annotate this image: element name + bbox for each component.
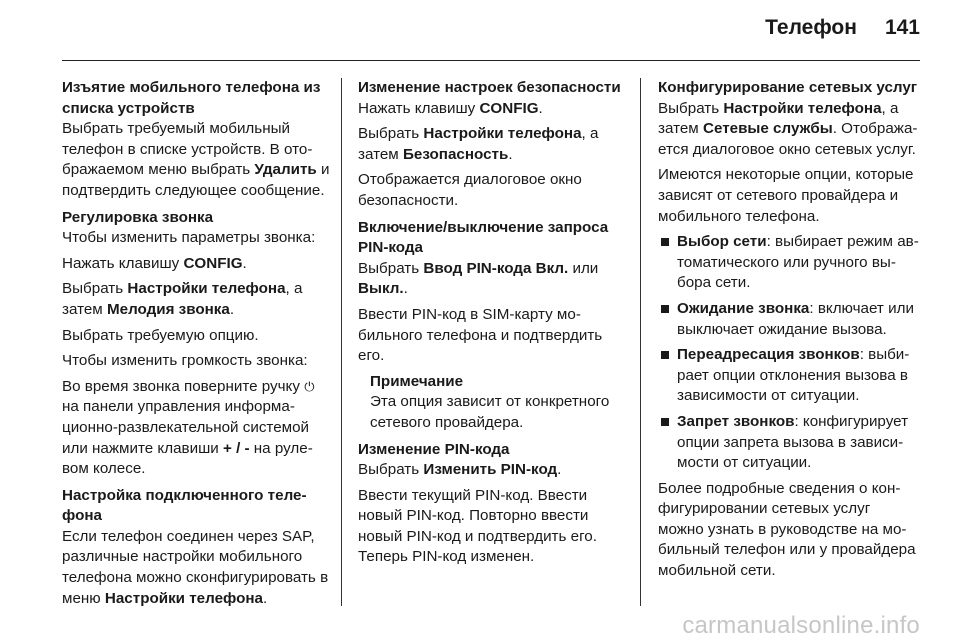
- text: .: [263, 589, 268, 607]
- page-header: [62, 16, 920, 46]
- menu-term: Настройки телефона: [104, 589, 264, 607]
- text: , а затем: [358, 125, 599, 163]
- text: Выбрать требуемый мобильный телефон в списке устройств. В отображаемом меню выбрать: [62, 120, 313, 179]
- text: Выбрать: [358, 461, 424, 479]
- option-term: Переадресация звонков: [677, 346, 860, 364]
- option-text: : выбирает режим автоматического или ручного выбора сети.: [677, 233, 919, 292]
- text: , а затем: [62, 280, 303, 318]
- text: Выбрать: [658, 99, 724, 117]
- paragraph: [62, 119, 330, 201]
- paragraph: Отображается диалоговое окно безопасности.: [358, 171, 582, 209]
- text: , а затем: [658, 99, 899, 138]
- text: .: [538, 99, 543, 117]
- paragraph: [358, 460, 632, 481]
- text: .: [403, 280, 408, 298]
- section-connected-phone: [62, 486, 330, 610]
- paragraph: [62, 279, 330, 320]
- column-divider: [341, 78, 342, 606]
- list-item: [658, 232, 920, 294]
- power-knob-icon: ⏻: [304, 378, 315, 394]
- key-term: + / -: [222, 439, 250, 457]
- option-term: Ожидание звонка: [677, 299, 810, 317]
- menu-term: Удалить: [254, 161, 317, 179]
- paragraph: Ввести PIN-код в SIM-карту мобильного телефона и подтвердить его.: [358, 305, 603, 365]
- option-text: : конфигурирует опции запрета вызова в зависимости от ситуации.: [677, 412, 909, 472]
- section-heading: Конфигурирование сетевых услуг: [658, 79, 918, 96]
- section-heading: Изменение настроек безопасности: [358, 79, 621, 96]
- section-network-services: [658, 78, 920, 582]
- key-term: CONFIG: [479, 99, 539, 117]
- text: и подтвердить следующее сообщение.: [62, 161, 330, 199]
- text: или: [568, 259, 599, 277]
- page-title: Телефон: [765, 16, 857, 39]
- text: . Отображается диалоговое окно сетевых услуг.: [658, 120, 918, 158]
- section-security-settings: [358, 78, 632, 212]
- list-item: [658, 412, 920, 474]
- text: Нажать клавишу: [62, 254, 184, 272]
- column-divider: [640, 78, 641, 606]
- paragraph: Более подробные сведения о конфигурировании сетевых услуг можно узнать в руководстве на мобильный телефон или у провайдера мобильной сети.: [658, 479, 916, 580]
- menu-term: Настройки телефона: [127, 280, 286, 298]
- text: на панели управления информационно-развлекательной системой или нажмите клавиши: [62, 398, 310, 457]
- column-middle: [358, 78, 632, 574]
- menu-term: Ввод PIN-кода Вкл.: [423, 259, 569, 277]
- section-change-pin: [358, 440, 632, 569]
- section-heading: Регулировка звонка: [62, 208, 214, 226]
- text: .: [242, 254, 247, 272]
- text: .: [557, 461, 562, 479]
- paragraph: [62, 377, 330, 480]
- text: Выбрать: [358, 259, 424, 277]
- text: .: [508, 145, 513, 163]
- paragraph: [358, 259, 632, 300]
- paragraph: Чтобы изменить параметры звонка:: [62, 229, 316, 247]
- key-term: CONFIG: [183, 254, 243, 272]
- option-text: : выбирает опции отклонения вызова в зависимости от ситуации.: [677, 346, 910, 405]
- section-ring-settings: [62, 208, 330, 480]
- text: Во время звонка поверните ручку: [62, 377, 305, 395]
- text: Выбрать: [358, 125, 424, 143]
- paragraph: Чтобы изменить громкость звонка:: [62, 352, 308, 370]
- section-heading: Изменение PIN-кода: [358, 440, 510, 458]
- menu-term: Сетевые службы: [702, 120, 833, 138]
- list-item: [658, 345, 920, 407]
- note-text: Эта опция зависит от конкретного сетевого провайдера.: [370, 393, 610, 431]
- column-left: [62, 78, 330, 615]
- text: Нажать клавишу: [358, 99, 480, 117]
- paragraph: [62, 254, 330, 275]
- section-heading: Изъятие мобильного телефона из списка устройств: [62, 79, 321, 117]
- paragraph: Имеются некоторые опции, которые зависят от сетевого провайдера и мобильного телефона.: [658, 166, 914, 225]
- menu-term: Безопасность: [402, 145, 509, 163]
- options-list: [658, 232, 920, 474]
- paragraph: [358, 124, 632, 165]
- section-heading: Настройка подключенного телефона: [62, 486, 307, 525]
- note-heading: Примечание: [370, 372, 464, 390]
- header-rule: [62, 60, 920, 61]
- section-pin-request: [358, 218, 632, 434]
- watermark: carmanualsonline.info: [682, 612, 920, 639]
- column-right: [658, 78, 920, 588]
- text: на рулевом колесе.: [62, 439, 313, 478]
- note-box: [370, 372, 632, 434]
- paragraph: [62, 527, 330, 609]
- option-term: Выбор сети: [677, 233, 767, 251]
- option-text: : включает или выключает ожидание вызова.: [677, 299, 914, 338]
- section-heading: Включение/выключение запроса PIN-кода: [358, 218, 609, 257]
- text: Выбрать: [62, 280, 128, 298]
- menu-term: Настройки телефона: [723, 99, 882, 117]
- menu-term: Выкл.: [358, 280, 404, 298]
- paragraph: [358, 99, 632, 120]
- menu-term: Изменить PIN-код: [423, 461, 558, 479]
- menu-term: Настройки телефона: [423, 125, 582, 143]
- list-item: [658, 299, 920, 340]
- text: Если телефон соединен через SAP, различные настройки мобильного телефона можно сконфигурировать в меню: [62, 527, 329, 607]
- menu-term: Мелодия звонка: [106, 300, 230, 318]
- paragraph: Выбрать требуемую опцию.: [62, 326, 259, 344]
- section-remove-phone: [62, 78, 330, 202]
- paragraph: Ввести текущий PIN-код. Ввести новый PIN-код. Повторно ввести новый PIN-код и подтвердить его. Теперь PIN-код изменен.: [358, 486, 597, 566]
- option-term: Запрет звонков: [677, 412, 795, 430]
- page-number: 141: [884, 16, 920, 39]
- paragraph: [658, 99, 920, 161]
- text: .: [229, 300, 235, 318]
